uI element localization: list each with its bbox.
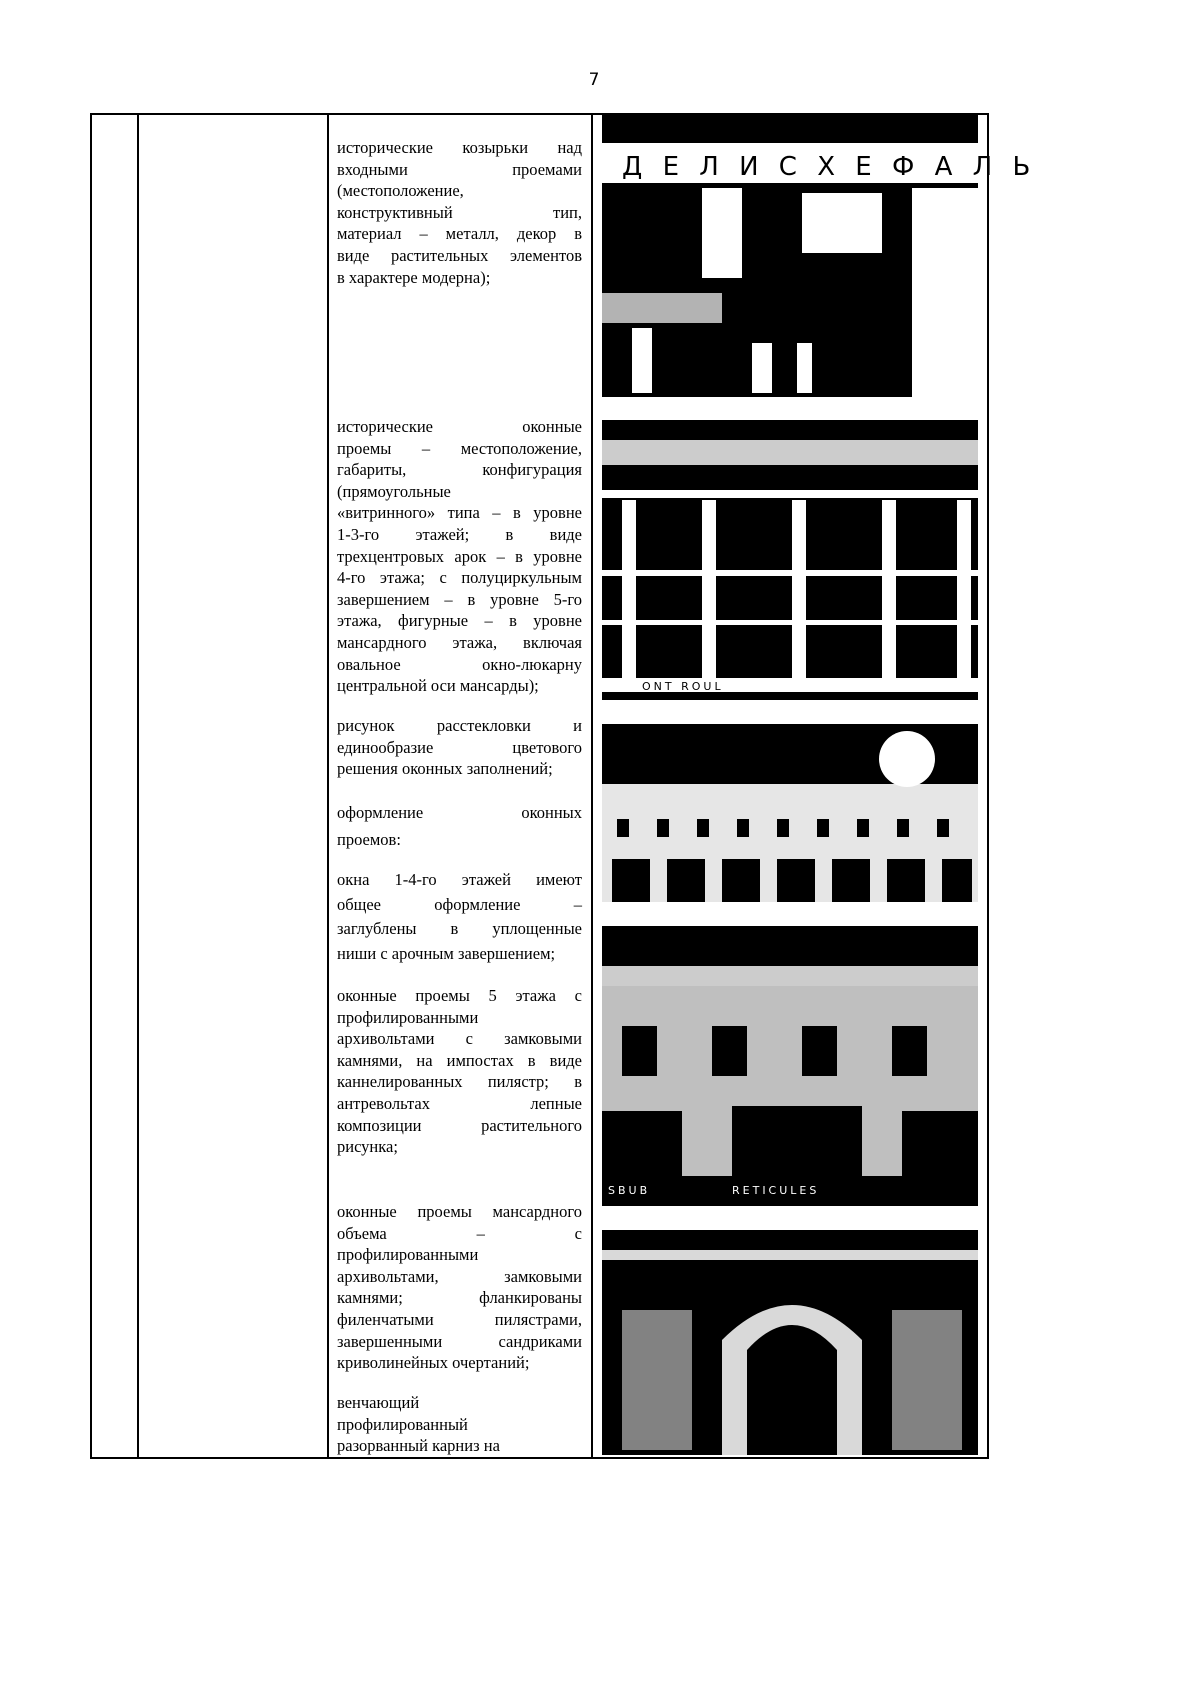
paragraph-entrance-canopies xyxy=(337,137,582,288)
text-line: общее оформление – xyxy=(337,894,582,914)
text-line: завершением – в уровне 5-го xyxy=(337,589,582,609)
column-divider xyxy=(137,113,139,1459)
column-divider xyxy=(90,113,92,1459)
text-line: проемов: xyxy=(337,830,401,849)
text-line: рисунок расстекловки и xyxy=(337,716,582,735)
paragraph-floor-5 xyxy=(337,985,582,1158)
text-line: решения оконных заполнений; xyxy=(337,759,553,779)
text-line: заглублены в уплощенные xyxy=(337,919,582,938)
column-divider xyxy=(987,113,989,1459)
column-divider xyxy=(327,113,329,1459)
text-line: (местоположение, xyxy=(337,181,464,201)
paragraph-mansard xyxy=(337,1201,582,1374)
text-line: оформление оконных xyxy=(337,803,582,822)
photo-fifth-floor-windows xyxy=(602,926,978,1206)
text-line: композиции растительного xyxy=(337,1115,582,1135)
photo-sign-text: SBUB xyxy=(608,1184,651,1197)
text-line: входными проемами xyxy=(337,159,582,179)
text-line: материал – металл, декор в xyxy=(337,224,582,244)
text-line: «витринного» типа – в уровне xyxy=(337,503,582,523)
text-line: оконные проемы мансардного xyxy=(337,1202,582,1221)
text-line: окна 1-4-го этажей имеют xyxy=(337,870,582,889)
text-line: профилированными xyxy=(337,1007,479,1027)
text-line: рисунка; xyxy=(337,1137,398,1157)
text-line: камнями, на импостах в виде xyxy=(337,1050,582,1070)
text-line: проемы – местоположение, xyxy=(337,438,582,458)
text-line: виде растительных элементов xyxy=(337,245,582,265)
text-line: исторические козырьки над xyxy=(337,138,582,157)
text-line: каннелированных пилястр; в xyxy=(337,1072,582,1092)
paragraph-cornice xyxy=(337,1392,582,1457)
text-line: профилированными xyxy=(337,1245,479,1265)
photo-sign-text: RETICULES xyxy=(732,1184,820,1197)
photo-sign-text: Д Е Л И С Х Е Ф А Л Ь xyxy=(622,152,1037,182)
text-line: мансардного этажа, включая xyxy=(337,632,582,652)
paragraph-window-decoration xyxy=(337,799,582,853)
text-line: габариты, конфигурация xyxy=(337,460,582,480)
text-line: филенчатыми пилястрами, xyxy=(337,1309,582,1329)
paragraph-floors-1-4 xyxy=(337,868,582,966)
text-line: разорванный карниз на xyxy=(337,1436,500,1456)
text-line: завершенными сандриками xyxy=(337,1331,582,1351)
photo-sign-text: ONT ROUL xyxy=(642,680,724,693)
text-line: центральной оси мансарды); xyxy=(337,676,539,696)
text-line: ниши с арочным завершением; xyxy=(337,943,556,963)
text-line: конструктивный тип, xyxy=(337,202,582,222)
text-line: в характере модерна); xyxy=(337,267,491,287)
text-line: 4-го этажа; с полуциркульным xyxy=(337,568,582,588)
text-line: антревольтах лепные xyxy=(337,1093,582,1113)
text-line: единообразие цветового xyxy=(337,737,582,757)
text-line: объема – с xyxy=(337,1223,582,1243)
photo-entrance-canopy xyxy=(602,113,1037,397)
text-line: 1-3-го этажей; в виде xyxy=(337,524,582,544)
paragraph-glazing xyxy=(337,715,582,780)
photo-facade-windows xyxy=(602,420,978,700)
text-line: архивольтами, замковыми xyxy=(337,1266,582,1286)
table-bottom-border xyxy=(90,1457,989,1459)
photo-facade-arches xyxy=(602,724,978,902)
text-line: оконные проемы 5 этажа с xyxy=(337,986,582,1005)
text-line: архивольтами с замковыми xyxy=(337,1029,582,1049)
text-line: исторические оконные xyxy=(337,417,582,436)
text-line: венчающий xyxy=(337,1393,420,1412)
text-line: трехцентровых арок – в уровне xyxy=(337,546,582,566)
text-line: профилированный xyxy=(337,1414,468,1434)
page-number: 7 xyxy=(588,70,600,90)
text-line: этажа, фигурные – в уровне xyxy=(337,611,582,631)
text-line: криволинейных очертаний; xyxy=(337,1353,530,1373)
photo-mansard-window xyxy=(602,1230,978,1455)
paragraph-window-openings xyxy=(337,416,582,697)
column-divider xyxy=(591,113,593,1459)
text-line: овальное окно-люкарну xyxy=(337,654,582,674)
text-line: (прямоугольные xyxy=(337,481,451,501)
text-line: камнями; фланкированы xyxy=(337,1288,582,1308)
